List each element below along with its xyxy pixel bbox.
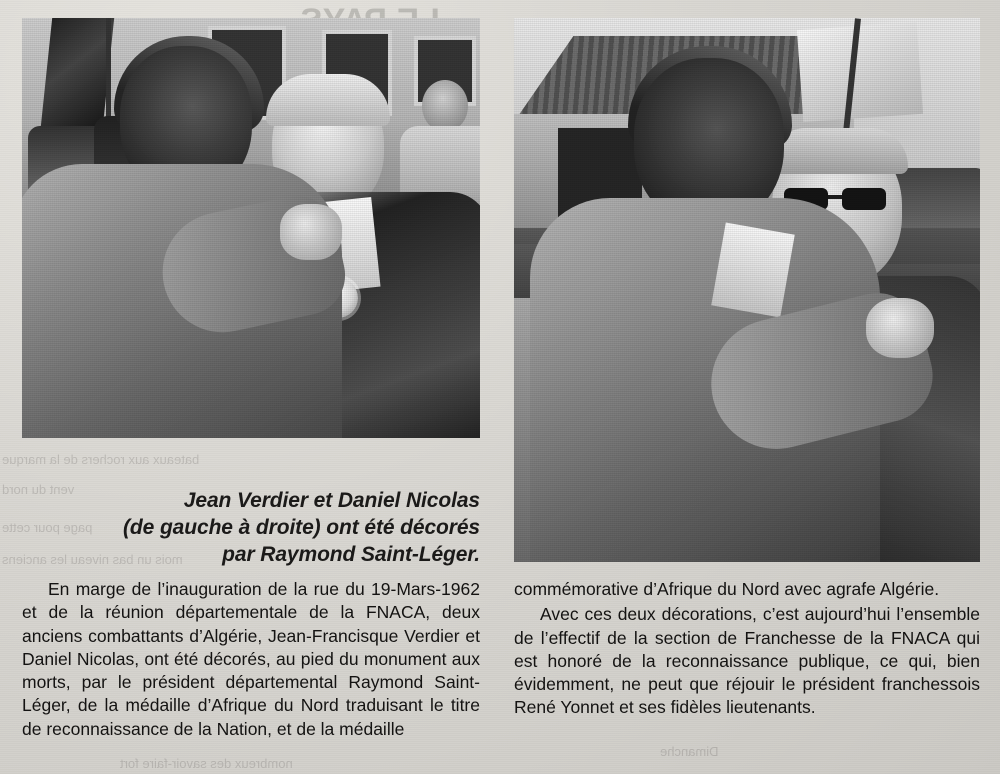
- photo-left-presenter: [22, 46, 342, 438]
- bleed-text-left-3: page pour cette: [2, 520, 93, 535]
- bleed-text-left-4: mois un bas niveau les anciens: [2, 552, 183, 567]
- article-column-left: [22, 578, 480, 743]
- article-column-right: [514, 578, 980, 722]
- article-paragraph: En marge de l’inauguration de la rue du 19-Mars-1962 et de la réunion départementale de la FNACA, deux anciens combattants d’Algérie, Jean-Francisque Verdier et Daniel Nicolas, ont été décorés, au pied du monument aux morts, par le président départemental Raymond Saint-Léger, de la médaille d’Afrique du Nord traduisant le titre de reconnaissance de la Nation, et de la médaille: [22, 579, 480, 739]
- caption-line-3: par Raymond Saint-Léger.: [222, 542, 480, 566]
- bleed-text-bottom-2: nombreux des savoir-faire fort: [120, 756, 293, 771]
- caption-line-1: Jean Verdier et Daniel Nicolas: [183, 489, 480, 512]
- photo-right: [514, 18, 980, 562]
- presenter-hand: [866, 298, 934, 358]
- presenter-hand: [280, 204, 342, 260]
- bleed-text-left-1: bateaux aux rochers de la marque: [2, 452, 200, 467]
- presenter-collar: [711, 223, 795, 318]
- bleed-text-left-2: vent du nord: [2, 482, 75, 497]
- bleed-text-bottom-1: Dimanche: [660, 744, 719, 759]
- photo-right-presenter: [550, 58, 880, 562]
- caption-line-2: (de gauche à droite) ont été décorés: [123, 515, 480, 539]
- article-paragraph: Avec ces deux décorations, c’est aujourd’hui l’ensemble de l’effectif de la section de Franchesse de la FNACA qui est honoré de la reconnaissance publique, ce qui, bien évidemment, ne peut que réjouir le président franchessois René Yonnet et ses fidèles lieutenants.: [514, 604, 980, 718]
- photo-left: [22, 18, 480, 438]
- photo-caption: [22, 488, 480, 569]
- article-paragraph: commémorative d’Afrique du Nord avec agrafe Algérie.: [514, 579, 940, 599]
